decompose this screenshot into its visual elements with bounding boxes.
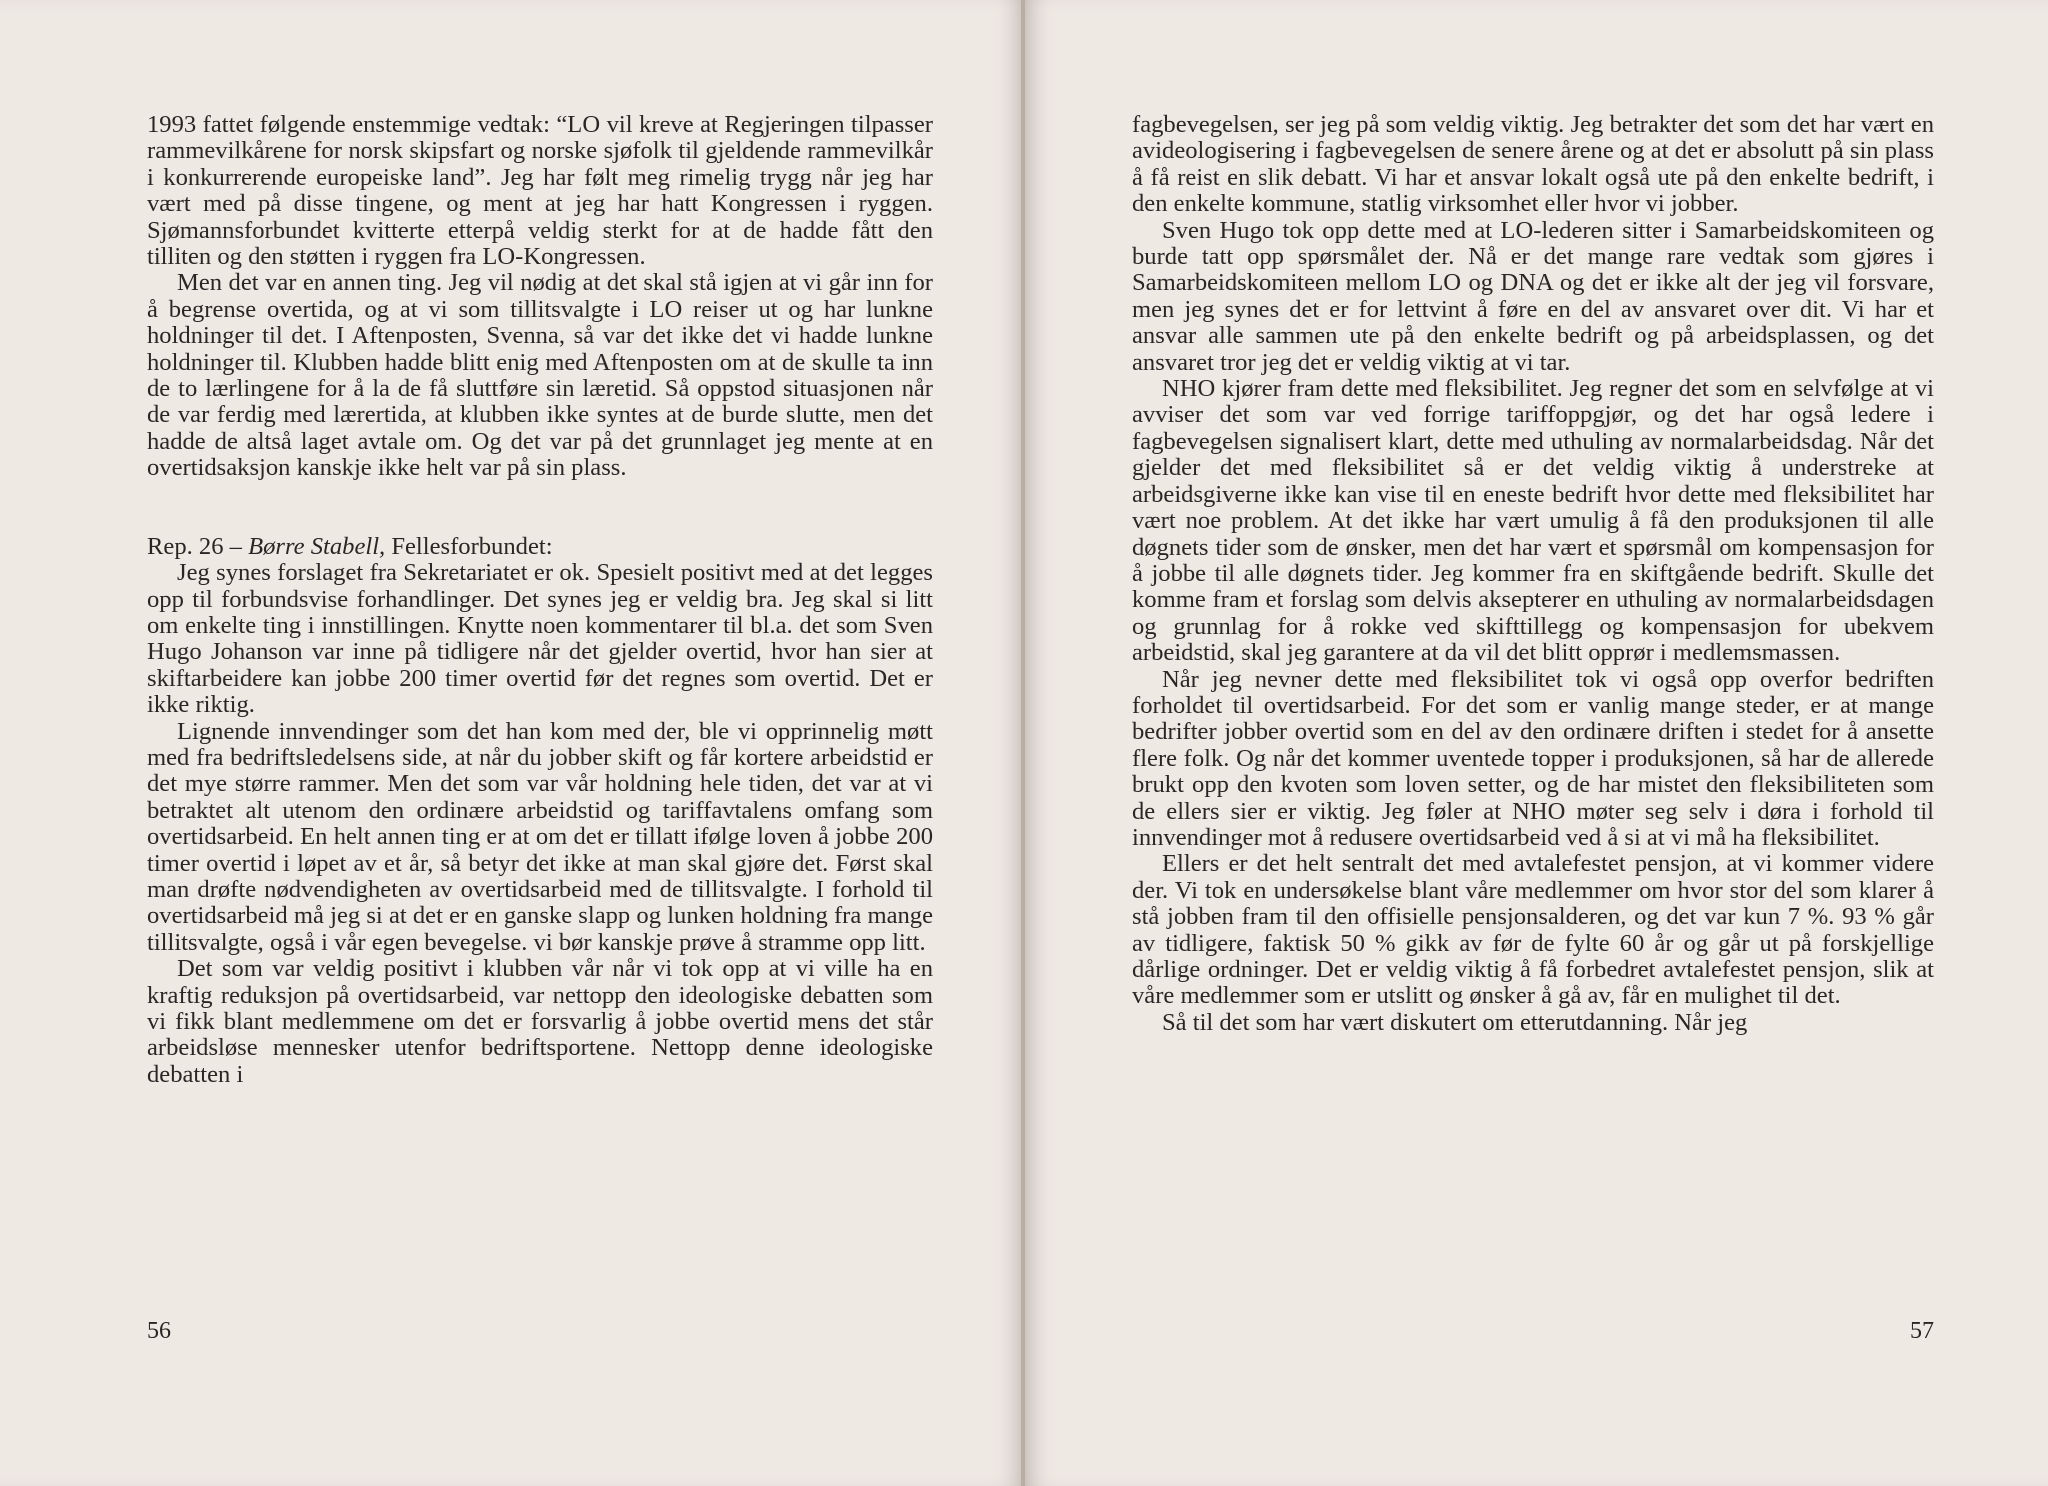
speaker-rep-number: Rep. 26 –: [147, 532, 249, 560]
paragraph: Så til det som har vært diskutert om etterutdanning. Når jeg: [1162, 1008, 1748, 1036]
right-page-text: [1132, 112, 1934, 1036]
paragraph: Men det var en annen ting. Jeg vil nødig at det skal stå igjen at vi går inn for å begrense overtida, og at vi som tillitsvalgte i LO reiser ut og har lunkne holdninger til det. I Aftenposten, Svenna, så var det ikke det vi hadde lunkne holdninger til. Klubben hadde blitt enig med Aftenposten om at de skulle ta inn de to lærlingene for å la de få sluttføre sin læretid. Så oppstod situasjonen når de var ferdig med lærertida, at klubben ikke syntes at de burde slutte, men det hadde de altså laget avtale om. Og det var på det grunnlaget jeg mente at en overtidsaksjon kanskje ikke helt var på sin plass.: [147, 269, 933, 482]
left-page-text: [147, 112, 933, 1088]
page-number: 56: [147, 1318, 171, 1344]
paragraph: Lignende innvendinger som det han kom med der, ble vi opprinnelig møtt med fra bedriftsledelsens side, at når du jobber skift og får kortere arbeidstid er det mye større rammer. Men det som var vår holdning hele tiden, det var at vi betraktet alt utenom den ordinære arbeidstid og tariffavtalens omfang som overtidsarbeid. En helt annen ting er at om det er tillatt ifølge loven å jobbe 200 timer overtid i løpet av et år, så betyr det ikke at man skal gjøre det. Først skal man drøfte nødvendigheten av overtidsarbeid med de tillitsvalgte. I forhold til overtidsarbeid må jeg si at det er en ganske slapp og lunken holdning fra mange tillitsvalgte, også i vår egen bevegelse. vi bør kanskje prøve å stramme opp litt.: [147, 717, 933, 956]
paragraph: Det som var veldig positivt i klubben vår når vi tok opp at vi ville ha en kraftig reduksjon på overtidsarbeid, var nettopp den ideologiske debatten som vi fikk blant medlemmene om det er forsvarlig å jobbe overtid mens det står arbeidsløse mennesker utenfor bedriftsportene. Nettopp denne ideologiske debatten i: [147, 955, 933, 1088]
paragraph: 1993 fattet følgende enstemmige vedtak: “LO vil kreve at Regjeringen tilpasser rammevilkårene for norsk skipsfart og norske sjøfolk til gjeldende rammevilkår i konkurrerende europeiske land”. Jeg har følt meg rimelig trygg når jeg har vært med på disse tingene, og ment at jeg har hatt Kongressen i ryggen. Sjømannsforbundet kvitterte etterpå veldig sterkt for at de hadde fått den tilliten og den støtten i ryggen fra LO-Kongressen.: [147, 111, 933, 271]
speaker-heading: [147, 534, 933, 560]
right-page: [1025, 0, 2048, 1486]
left-page: [0, 0, 1023, 1486]
speaker-name: Børre Stabell,: [248, 532, 386, 560]
paragraph: Når jeg nevner dette med fleksibilitet tok vi også opp overfor bedriften forholdet til overtidsarbeid. For det som er vanlig mange steder, er at mange bedrifter jobber overtid som en del av den ordinære driften i stedet for å ansette flere folk. Og når det kommer uventede topper i produksjonen, så har de allerede brukt opp den kvoten som loven setter, og de har mistet den fleksibiliteten som de ellers sier er viktig. Jeg føler at NHO møter seg selv i døra i forhold til innvendinger mot å redusere overtidsarbeid ved å si at vi må ha fleksibilitet.: [1132, 665, 1934, 851]
paragraph: Sven Hugo tok opp dette med at LO-lederen sitter i Samarbeidskomiteen og burde tatt opp spørsmålet der. Nå er det mange rare vedtak som gjøres i Samarbeidskomiteen mellom LO og DNA og det er ikke alt der jeg vil forsvare, men jeg synes det er for lettvint å føre en del av ansvaret over dit. Vi har et ansvar alle sammen ute på den enkelte bedrift og på arbeidsplassen, og det ansvaret tror jeg det er veldig viktig at vi tar.: [1132, 216, 1934, 376]
paragraph: Ellers er det helt sentralt det med avtalefestet pensjon, at vi kommer videre der. Vi tok en undersøkelse blant våre medlemmer om hvor stor del som klarer å stå jobben fram til den offisielle pensjonsalderen, og det var kun 7 %. 93 % går av tidligere, faktisk 50 % gikk av før de fylte 60 år og går ut på forskjellige dårlige ordninger. Det er veldig viktig å få forbedret avtalefestet pensjon, slik at våre medlemmer som er utslitt og ønsker å gå av, får en mulighet til det.: [1132, 850, 1934, 1010]
paragraph: Jeg synes forslaget fra Sekretariatet er ok. Spesielt positivt med at det legges opp til forbundsvise forhandlinger. Det synes jeg er veldig bra. Jeg skal si litt om enkelte ting i innstillingen. Knytte noen kommentarer til bl.a. det som Sven Hugo Johanson var inne på tidligere når det gjelder overtid, hvor han sier at skiftarbeidere kan jobbe 200 timer overtid før det regnes som overtid. Det er ikke riktig.: [147, 559, 933, 719]
paragraph: NHO kjører fram dette med fleksibilitet. Jeg regner det som en selvfølge at vi avviser det som var ved forrige tariffoppgjør, og det har også ledere i fagbevegelsen signalisert klart, dette med uthuling av normalarbeidsdag. Når det gjelder det med fleksibilitet så er det veldig viktig å understreke at arbeidsgiverne ikke kan vise til en eneste bedrift hvor dette med fleksibilitet har vært noe problem. At det ikke har vært umulig å få den produksjonen til alle døgnets tider som de ønsker, men det har vært et spørsmål om kompensasjon for å jobbe til alle døgnets tider. Jeg kommer fra en skiftgående bedrift. Skulle det komme fram et forslag som delvis aksepterer en uthuling av normalarbeidsdagen og grunnlag for å rokke ved skifttillegg og kompensasjon for ubekvem arbeidstid, skal jeg garantere at da vil det blitt opprør i medlemsmassen.: [1132, 375, 1934, 667]
page-number: 57: [1910, 1318, 1934, 1344]
paragraph: fagbevegelsen, ser jeg på som veldig viktig. Jeg betrakter det som det har vært en avideologisering i fagbevegelsen de senere årene og at det er absolutt på sin plass å få reist en slik debatt. Vi har et ansvar lokalt også ute på den enkelte bedrift, i den enkelte kommune, statlig virksomhet eller hvor vi jobber.: [1132, 111, 1934, 218]
speaker-organization: Fellesforbundet:: [385, 532, 553, 560]
